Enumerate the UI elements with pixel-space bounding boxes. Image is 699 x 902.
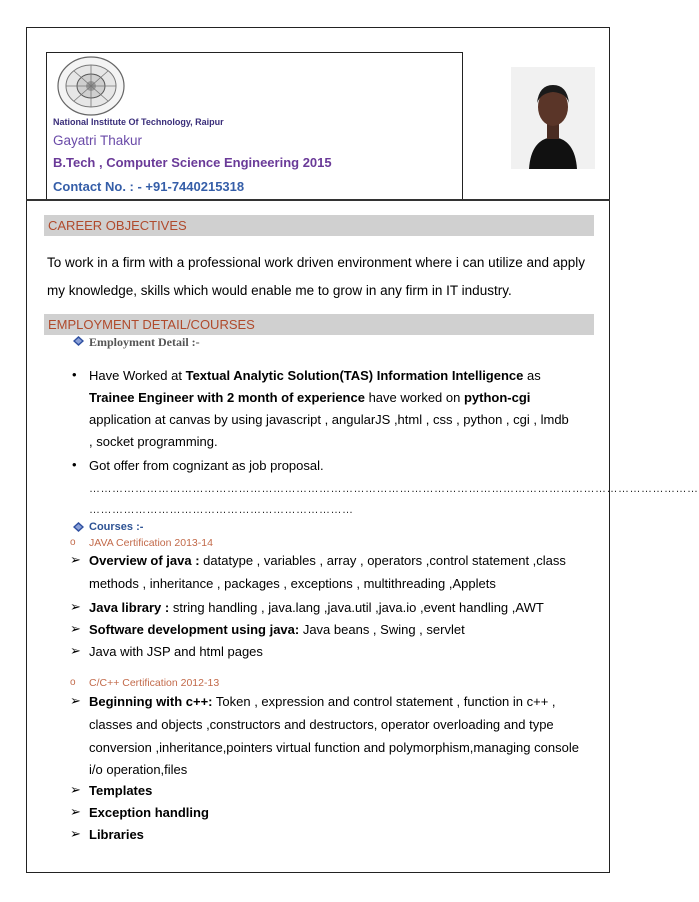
- arrow-bullet-icon: ➢: [70, 804, 81, 819]
- item-text: Token , expression and control statement , function in c++ ,: [212, 694, 556, 709]
- text: Have Worked at: [89, 368, 186, 383]
- item-title: Beginning with c++:: [89, 694, 213, 709]
- cpp-item: [89, 827, 144, 842]
- cpp-item: [89, 717, 554, 732]
- institute-name: National Institute Of Technology, Raipur: [53, 117, 224, 127]
- java-item: [89, 600, 544, 615]
- tech-text: python-cgi: [463, 390, 531, 405]
- circle-bullet-icon: o: [70, 677, 76, 688]
- job-line3: application at canvas by using javascript , angularJS ,html , css , python , cgi , lmdb: [89, 412, 569, 427]
- java-item: [89, 553, 566, 568]
- item-text: classes and objects ,constructors and destructors, operator overloading and type: [89, 717, 554, 732]
- career-text-line2: my knowledge, skills which would enable me to grow in any firm in IT industry.: [47, 283, 512, 298]
- java-item: [89, 622, 465, 637]
- item-text: datatype , variables , array , operators ,control statement ,class: [199, 553, 566, 568]
- employment-subheading: Employment Detail :-: [89, 335, 200, 349]
- role-text: Trainee Engineer with 2 month of experience: [89, 390, 365, 405]
- item-title: Libraries: [89, 827, 144, 842]
- section-heading: CAREER OBJECTIVES: [48, 218, 187, 233]
- item-title: Templates: [89, 783, 153, 798]
- dotted-line: ……………………………………………………………………………………………………………………………………………: [89, 483, 699, 495]
- cpp-item: [89, 805, 209, 820]
- circle-bullet-icon: o: [70, 537, 76, 548]
- cpp-item: [89, 740, 579, 755]
- job-line4: , socket programming.: [89, 434, 218, 449]
- candidate-name: Gayatri Thakur: [53, 133, 143, 148]
- item-title: Exception handling: [89, 805, 209, 820]
- section-heading: EMPLOYMENT DETAIL/COURSES: [48, 317, 255, 332]
- cpp-item: [89, 694, 556, 709]
- offer-line: Got offer from cognizant as job proposal.: [89, 458, 324, 473]
- diamond-bullet-icon: [73, 522, 84, 532]
- bullet-dot: •: [72, 457, 77, 472]
- employment-bar: [44, 314, 594, 335]
- item-text: methods , inheritance , packages , exceptions , multithreading ,Applets: [89, 576, 496, 591]
- text: have worked on: [364, 390, 464, 405]
- contact-line: Contact No. : - +91-7440215318: [53, 179, 245, 194]
- courses-subheading: Courses :-: [89, 521, 144, 533]
- profile-photo: [511, 67, 595, 169]
- career-text-line1: To work in a firm with a professional work driven environment where i can utilize and apply: [47, 255, 585, 270]
- dotted-line: ……………………………………………………………: [89, 504, 354, 516]
- degree-line: B.Tech , Computer Science Engineering 2015: [53, 155, 332, 170]
- institute-logo: [55, 55, 127, 117]
- arrow-bullet-icon: ➢: [70, 826, 81, 841]
- job-line1: [89, 368, 541, 383]
- arrow-bullet-icon: ➢: [70, 782, 81, 797]
- arrow-bullet-icon: ➢: [70, 599, 81, 614]
- bullet-dot: •: [72, 367, 77, 382]
- item-text: string handling , java.lang ,java.util ,java.io ,event handling ,AWT: [169, 600, 544, 615]
- arrow-bullet-icon: ➢: [70, 643, 81, 658]
- cpp-item: [89, 783, 152, 798]
- item-text: Java beans , Swing , servlet: [299, 622, 465, 637]
- item-title: Java library :: [89, 600, 170, 615]
- job-line2: [89, 390, 530, 405]
- item-text: conversion ,inheritance,pointers virtual function and polymorphism,managing console: [89, 740, 579, 755]
- arrow-bullet-icon: ➢: [70, 552, 81, 567]
- diamond-bullet-icon: [73, 336, 84, 346]
- item-title: Overview of java :: [89, 553, 200, 568]
- arrow-bullet-icon: ➢: [70, 621, 81, 636]
- company-name: Textual Analytic Solution(TAS) Information Intelligence: [185, 368, 524, 383]
- java-item: [89, 644, 263, 659]
- text: as: [523, 368, 541, 383]
- career-objectives-bar: [44, 215, 594, 236]
- header-divider: [26, 199, 610, 201]
- cpp-item: [89, 762, 187, 777]
- item-text: i/o operation,files: [89, 762, 188, 777]
- java-cert-heading: JAVA Certification 2013-14: [89, 537, 213, 549]
- item-title: Software development using java:: [89, 622, 300, 637]
- arrow-bullet-icon: ➢: [70, 693, 81, 708]
- cpp-cert-heading: C/C++ Certification 2012-13: [89, 677, 220, 689]
- java-item: [89, 576, 496, 591]
- item-text: Java with JSP and html pages: [89, 644, 263, 659]
